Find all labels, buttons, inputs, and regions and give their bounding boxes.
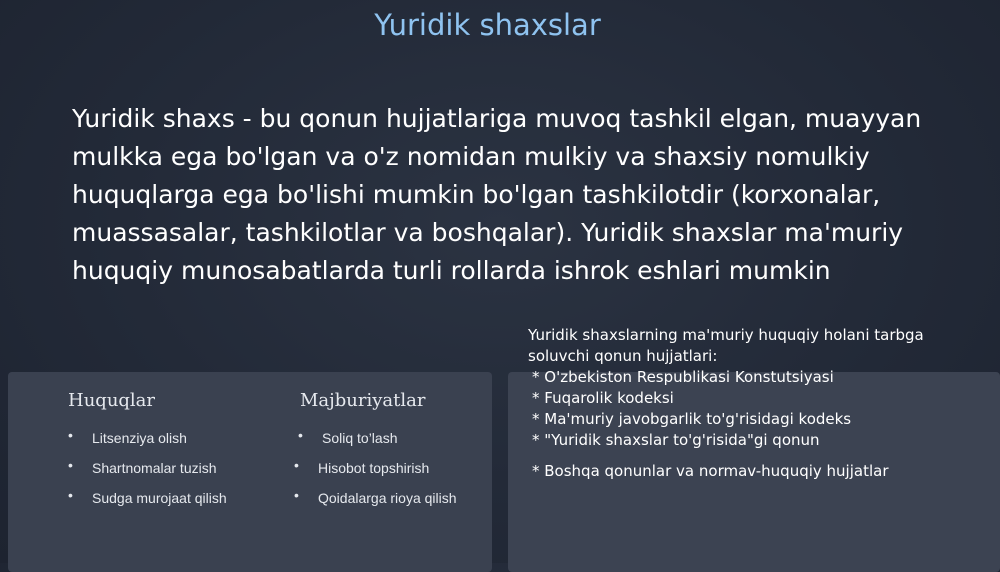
bullet-icon: • [294,487,299,503]
slide-title: Yuridik shaxslar [374,8,601,42]
bullet-icon: • [294,457,299,473]
bullet-icon: • [298,427,303,443]
duties-list [294,427,457,518]
rights-heading: Huquqlar [68,390,156,411]
duties-heading: Majburiyatlar [300,390,426,411]
intro-paragraph: Yuridik shaxs - bu qonun hujjatlariga muvoq tashkil elgan, muayyan mulkka ega bo'lgan va o'z nomidan mulkiy va shaxsiy nomulkiy huquqlarga ega bo'lishi mumkin bo'lgan tashkilotdir (korxonalar, muassasalar, tashkilotlar va boshqalar). Yuridik shaxslar ma'muriy huquqiy munosabatlarda turli rollarda ishrok eshlari mumkin [72,104,922,285]
law-item: * "Yuridik shaxslar to'g'risida"gi qonun [532,431,820,449]
bullet-icon: • [68,457,73,473]
list-item: • Sudga murojaat qilish [68,487,227,506]
laws-block [528,325,988,482]
law-item: * O'zbekiston Respublikasi Konstutsiyasi [532,368,834,386]
bullet-icon: • [68,427,73,443]
list-item: • Hisobot topshirish [294,457,430,476]
law-item: * Boshqa qonunlar va normav-huquqiy hujjatlar [532,462,889,480]
list-item: • Shartnomalar tuzish [68,457,217,476]
laws-heading: Yuridik shaxslarning ma'muriy huquqiy holani tarbga soluvchi qonun hujjatlari: [528,326,924,365]
list-item: • Qoidalarga rioya qilish [294,487,457,506]
rights-list [68,428,227,518]
list-item: • Litsenziya olish [68,427,187,446]
law-item: * Ma'muriy javobgarlik to'g'risidagi kodeks [532,410,852,428]
list-item: • Soliq to’lash [298,427,398,446]
law-item: * Fuqarolik kodeksi [532,389,674,407]
bullet-icon: • [68,487,73,503]
